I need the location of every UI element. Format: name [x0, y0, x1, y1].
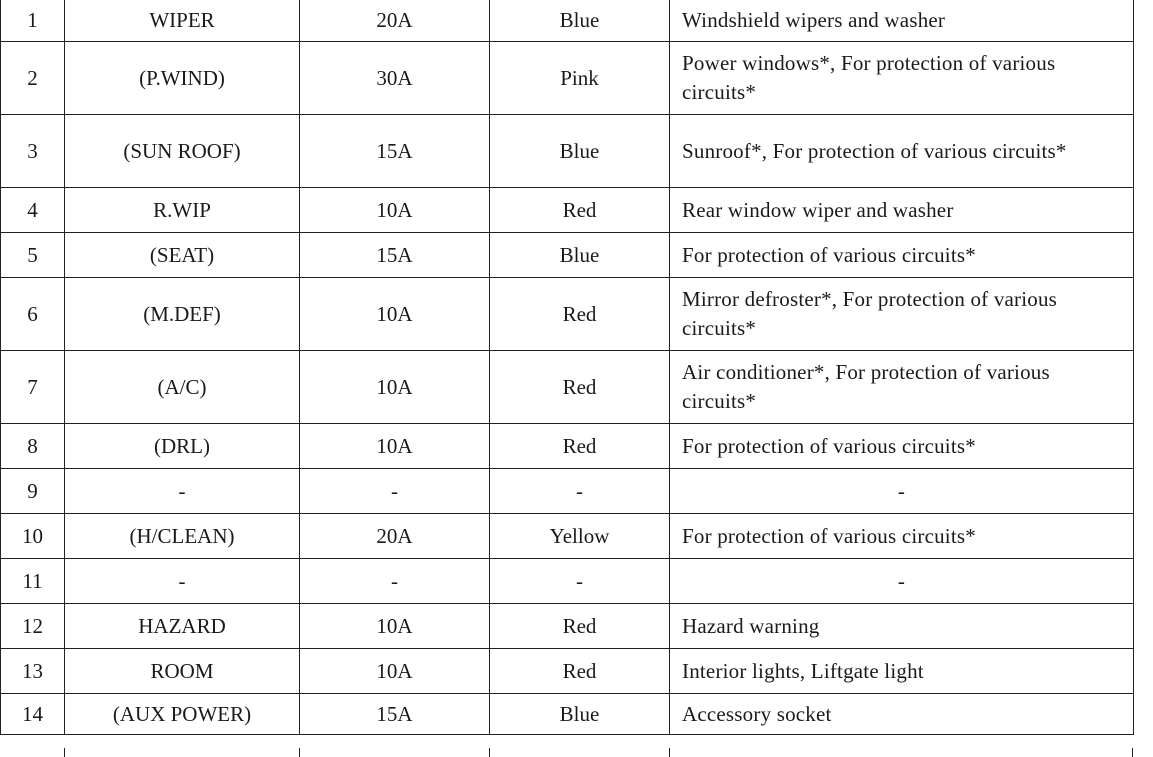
fuse-color: Blue — [490, 233, 670, 278]
fuse-description: Interior lights, Liftgate light — [670, 649, 1134, 694]
fuse-color: Red — [490, 604, 670, 649]
fuse-description: Sunroof*, For protection of various circuits* — [670, 115, 1134, 188]
fuse-number: 2 — [1, 42, 65, 115]
fuse-number: 3 — [1, 115, 65, 188]
circuit-name: WIPER — [65, 0, 300, 42]
amp-rating: 10A — [300, 351, 490, 424]
fuse-description: - — [670, 469, 1134, 514]
fuse-description: For protection of various circuits* — [670, 233, 1134, 278]
fuse-number: 14 — [1, 694, 65, 735]
amp-rating: 10A — [300, 188, 490, 233]
fuse-number: 4 — [1, 188, 65, 233]
circuit-name: HAZARD — [65, 604, 300, 649]
fuse-color: Blue — [490, 0, 670, 42]
amp-rating: 30A — [300, 42, 490, 115]
fuse-color: Red — [490, 188, 670, 233]
fuse-number: 5 — [1, 233, 65, 278]
column-divider-stub — [489, 748, 490, 757]
fuse-color: Blue — [490, 694, 670, 735]
amp-rating: 15A — [300, 694, 490, 735]
column-divider-stub — [1132, 748, 1133, 757]
circuit-name: (H/CLEAN) — [65, 514, 300, 559]
circuit-name: ROOM — [65, 649, 300, 694]
circuit-name: (A/C) — [65, 351, 300, 424]
fuse-description: Power windows*, For protection of various circuits* — [670, 42, 1134, 115]
amp-rating: 20A — [300, 0, 490, 42]
amp-rating: - — [300, 559, 490, 604]
table-row — [1, 233, 1134, 278]
table-row — [1, 469, 1134, 514]
fuse-description: For protection of various circuits* — [670, 424, 1134, 469]
fuse-number: 13 — [1, 649, 65, 694]
fuse-number: 12 — [1, 604, 65, 649]
fuse-color: Red — [490, 424, 670, 469]
column-divider-stub — [64, 748, 65, 757]
fuse-description: Air conditioner*, For protection of various circuits* — [670, 351, 1134, 424]
column-divider-stub — [299, 748, 300, 757]
fuse-description: Windshield wipers and washer — [670, 0, 1134, 42]
table-row — [1, 115, 1134, 188]
fuse-number: 7 — [1, 351, 65, 424]
fuse-color: Pink — [490, 42, 670, 115]
table-row — [1, 351, 1134, 424]
amp-rating: - — [300, 469, 490, 514]
fuse-number: 10 — [1, 514, 65, 559]
fuse-description: For protection of various circuits* — [670, 514, 1134, 559]
fuse-color: Blue — [490, 115, 670, 188]
table-row — [1, 424, 1134, 469]
table-row — [1, 514, 1134, 559]
amp-rating: 10A — [300, 278, 490, 351]
circuit-name: R.WIP — [65, 188, 300, 233]
amp-rating: 15A — [300, 233, 490, 278]
circuit-name: - — [65, 469, 300, 514]
table-row — [1, 188, 1134, 233]
fuse-color: Yellow — [490, 514, 670, 559]
amp-rating: 10A — [300, 424, 490, 469]
table-row — [1, 42, 1134, 115]
fuse-description: Hazard warning — [670, 604, 1134, 649]
circuit-name: (M.DEF) — [65, 278, 300, 351]
fuse-number: 11 — [1, 559, 65, 604]
fuse-description: Rear window wiper and washer — [670, 188, 1134, 233]
circuit-name: (AUX POWER) — [65, 694, 300, 735]
amp-rating: 20A — [300, 514, 490, 559]
amp-rating: 10A — [300, 604, 490, 649]
circuit-name: (SUN ROOF) — [65, 115, 300, 188]
table-row — [1, 0, 1134, 42]
fuse-number: 1 — [1, 0, 65, 42]
table-row — [1, 694, 1134, 735]
fuse-number: 8 — [1, 424, 65, 469]
fuse-description: Mirror defroster*, For protection of various circuits* — [670, 278, 1134, 351]
fuse-color: Red — [490, 278, 670, 351]
circuit-name: (DRL) — [65, 424, 300, 469]
fuse-description: - — [670, 559, 1134, 604]
fuse-color: Red — [490, 649, 670, 694]
amp-rating: 10A — [300, 649, 490, 694]
fuse-number: 6 — [1, 278, 65, 351]
circuit-name: (SEAT) — [65, 233, 300, 278]
column-divider-stub — [669, 748, 670, 757]
table-row — [1, 278, 1134, 351]
circuit-name: - — [65, 559, 300, 604]
fuse-color: Red — [490, 351, 670, 424]
fuse-color: - — [490, 469, 670, 514]
fuse-number: 9 — [1, 469, 65, 514]
table-row — [1, 649, 1134, 694]
table-row — [1, 559, 1134, 604]
amp-rating: 15A — [300, 115, 490, 188]
fuse-color: - — [490, 559, 670, 604]
fuse-description: Accessory socket — [670, 694, 1134, 735]
circuit-name: (P.WIND) — [65, 42, 300, 115]
table-row — [1, 604, 1134, 649]
